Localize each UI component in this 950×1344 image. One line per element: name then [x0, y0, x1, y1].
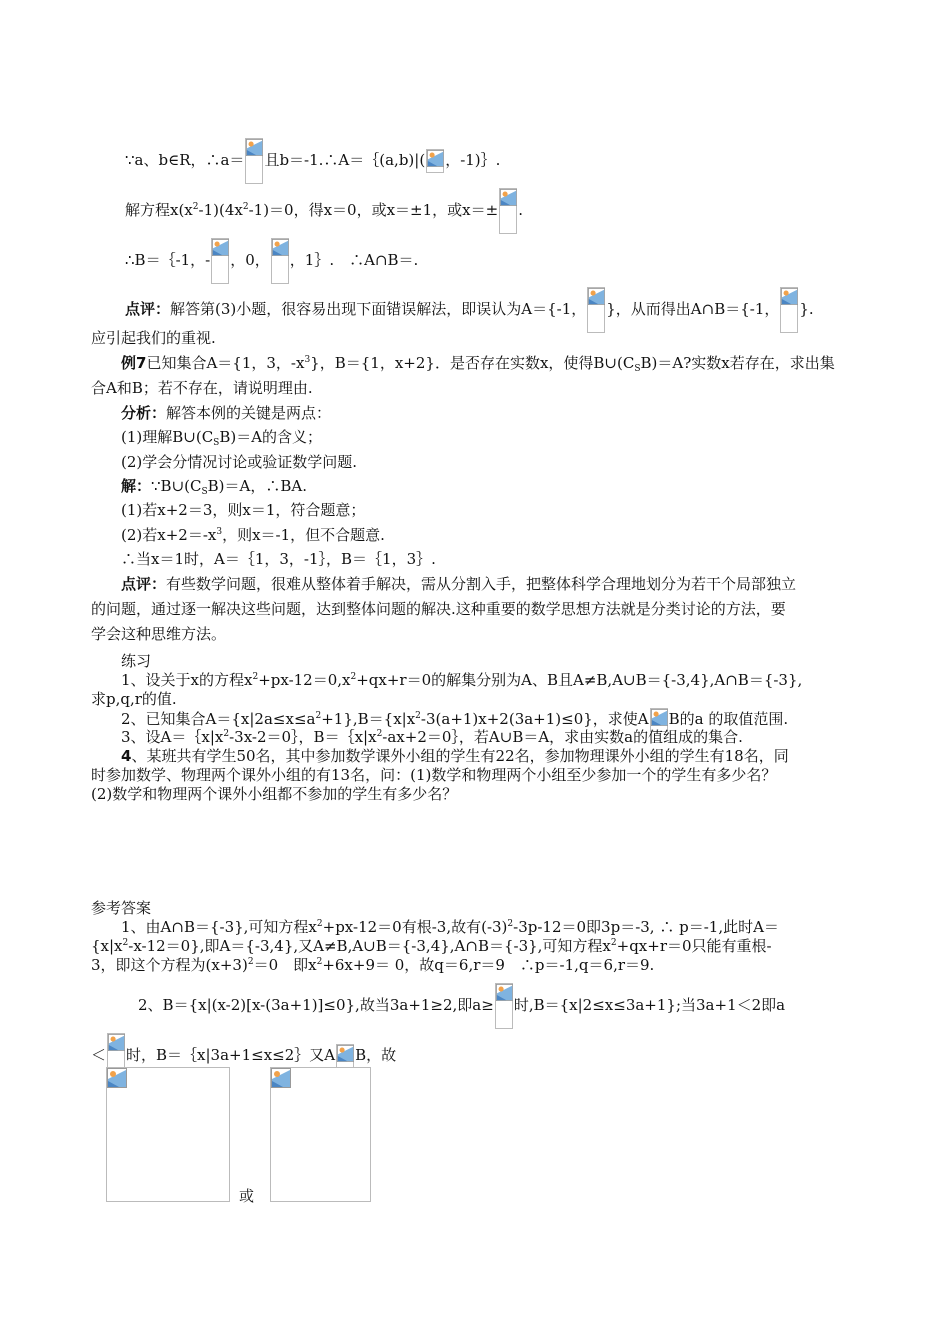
superscript: 2 — [316, 919, 323, 929]
text: B的a 的取值范围. — [668, 710, 789, 728]
or-label: 或 — [239, 1187, 255, 1205]
text: ∵a、b∈R，∴a＝ — [125, 151, 245, 169]
line-5: 应引起我们的重视. — [91, 329, 216, 347]
superscript: 2 — [415, 711, 421, 721]
image-placeholder-icon — [212, 239, 229, 256]
text: +qx+r＝0的解集分别为A、B且A≠B,A∪B＝{-3,4},A∩B＝{-3}, — [356, 671, 803, 689]
line-26: 参考答案 — [91, 899, 152, 917]
image-placeholder-icon — [272, 239, 289, 256]
superscript: 2 — [316, 957, 323, 967]
text: -1)＝0，得x＝0，或x＝±1，或x＝± — [248, 201, 499, 219]
text: . — [518, 201, 523, 219]
image-placeholder-icon — [496, 984, 513, 1001]
text: ∵B∪(C — [151, 477, 202, 495]
line-14: ∴当x＝1时，A＝｛1，3，-1｝，B＝｛1，3｝. — [121, 550, 436, 568]
text: +px-12＝0有根-3,故有(-3) — [322, 918, 508, 936]
text: ，则x＝-1，但不合题意. — [222, 526, 385, 544]
superscript: 2 — [192, 202, 199, 212]
text: }，B＝{1，x+2}．是否存在实数x，使得B∪(C — [310, 354, 635, 372]
image-placeholder-icon — [107, 1068, 127, 1088]
line-6 — [121, 353, 835, 373]
superscript: 2 — [122, 938, 129, 948]
line-25: (2)数学和物理两个课外小组都不参加的学生有多少名？ — [91, 785, 458, 803]
formula-image — [336, 1044, 354, 1068]
text: B)＝A，∴BA. — [207, 477, 307, 495]
text: 3，即这个方程为(x+3) — [91, 956, 248, 974]
text: (2)若x+2＝-x — [121, 526, 217, 544]
formula-image — [495, 983, 513, 1029]
superscript: 2 — [376, 729, 383, 739]
line-9 — [121, 427, 322, 447]
subscript: S — [634, 364, 641, 374]
text: 解答第(3)小题，很容易出现下面错误解法，即误认为A＝{-1， — [170, 300, 587, 318]
line-29 — [91, 955, 654, 975]
superscript: 2 — [315, 711, 322, 721]
text: 且b＝-1.∴A＝｛(a,b)|( — [264, 151, 426, 169]
text: ，-1)｝. — [445, 151, 501, 169]
text: 、某班共有学生50名，其中参加数学课外小组的学生有22名，参加物理课外小组的学生有18名，同 — [131, 747, 789, 765]
line-30 — [138, 983, 785, 1029]
line-13 — [121, 525, 385, 545]
formula-image — [211, 238, 229, 284]
label: 分析： — [121, 404, 167, 422]
formula-image — [245, 138, 263, 184]
subscript: S — [201, 487, 208, 497]
line-3 — [125, 238, 418, 284]
text: 解答本例的关键是两点： — [166, 404, 332, 422]
text: 2、B＝{x|(x-2)[x-(3a+1)]≤0},故当3a+1≥2,即a≥ — [138, 996, 494, 1014]
superscript: 2 — [350, 672, 357, 682]
formula-image — [587, 287, 605, 333]
line-18: 练习 — [121, 652, 152, 670]
text: +px-12＝0,x — [258, 671, 351, 689]
superscript: 2 — [252, 672, 259, 682]
text: 2、已知集合A＝{x|2a≤x≤a — [121, 710, 316, 728]
image-placeholder-icon — [108, 1034, 125, 1051]
superscript: 2 — [223, 729, 230, 739]
text: (1)理解B∪(C — [121, 428, 214, 446]
superscript: 2 — [242, 202, 249, 212]
line-12: (1)若x+2＝3，则x＝1，符合题意； — [121, 501, 366, 519]
text: 时，B＝｛x|3a+1≤x≤2｝又A — [126, 1046, 336, 1064]
label: 点评： — [121, 575, 167, 593]
text: 1、设关于x的方程x — [121, 671, 253, 689]
text: {x|x — [91, 937, 123, 955]
text: B)＝A?实数x若存在，求出集 — [640, 354, 835, 372]
line-17: 学会这种思维方法。 — [91, 625, 227, 643]
text: +1},B＝{x|x — [321, 710, 416, 728]
text: -ax+2＝0｝，若A∪B＝A，求由实数a的值组成的集合. — [382, 728, 743, 746]
text: 1、由A∩B＝{-3},可知方程x — [121, 918, 317, 936]
line-22 — [121, 727, 743, 747]
text: }，从而得出A∩B＝{-1， — [606, 300, 780, 318]
formula-image — [426, 149, 444, 173]
image-placeholder-icon — [246, 139, 263, 156]
text: }. — [799, 300, 814, 318]
superscript: 2 — [247, 957, 254, 967]
line-28 — [91, 936, 772, 956]
image-placeholder-icon — [651, 709, 668, 726]
line-11 — [121, 476, 307, 496]
text: 解方程x(x — [125, 201, 193, 219]
label: 解： — [121, 477, 152, 495]
text: ，1｝. ∴A∩B＝. — [289, 251, 419, 269]
label: 点评： — [125, 300, 171, 318]
superscript: 2 — [610, 938, 617, 948]
line-20: 求p,q,r的值. — [91, 690, 177, 708]
answer-image-2 — [270, 1067, 371, 1202]
image-placeholder-icon — [427, 150, 444, 167]
label: 例7 — [121, 354, 147, 372]
subscript: S — [213, 438, 220, 448]
image-placeholder-icon — [500, 189, 517, 206]
text: ＜ — [91, 1046, 107, 1064]
text: B，故 — [355, 1046, 397, 1064]
line-1 — [125, 138, 500, 184]
text: -3(a+1)x+2(3a+1)≤0}，求使A — [420, 710, 649, 728]
superscript: 3 — [304, 355, 311, 365]
line-15 — [121, 574, 796, 594]
line-4 — [125, 287, 814, 333]
superscript: 2 — [507, 919, 514, 929]
text: ∴B＝｛-1，- — [125, 251, 211, 269]
text: ，0， — [230, 251, 270, 269]
line-27 — [121, 917, 779, 937]
text: 已知集合A＝{1，3，-x — [146, 354, 305, 372]
text: 有些数学问题，很难从整体着手解决，需从分割入手，把整体科学合理地划分为若干个局部独立 — [166, 575, 797, 593]
line-7: 合A和B；若不存在，请说明理由. — [91, 379, 313, 397]
line-24: 时参加数学、物理两个课外小组的有13名，问：(1)数学和物理两个小组至少参加一个的学生有多少名？ — [91, 766, 777, 784]
image-placeholder-icon — [337, 1045, 354, 1062]
text: 3、设A＝｛x|x — [121, 728, 224, 746]
label: 4 — [121, 747, 132, 765]
text: +6x+9＝ 0，故q＝6,r＝9 ∴p＝-1,q＝6,r＝9. — [322, 956, 655, 974]
text: 时,B＝{x|2≤x≤3a+1};当3a+1＜2即a — [513, 996, 786, 1014]
text: -1)(4x — [198, 201, 243, 219]
formula-image — [780, 287, 798, 333]
image-placeholder-icon — [271, 1068, 291, 1088]
line-23 — [121, 746, 789, 766]
formula-image — [499, 188, 517, 234]
text: +qx+r＝0只能有重根- — [616, 937, 772, 955]
text: -3p-12＝0即3p＝-3, ∴ p＝-1,此时A＝ — [513, 918, 779, 936]
formula-image — [271, 238, 289, 284]
line-8 — [121, 403, 331, 423]
text: -x-12＝0},即A＝{-3,4},又A≠B,A∪B＝{-3,4},A∩B＝{-3},可知方程x — [128, 937, 611, 955]
text: -3x-2＝0｝，B＝｛x|x — [229, 728, 377, 746]
line-19 — [121, 670, 802, 690]
image-placeholder-icon — [588, 288, 605, 305]
line-2 — [125, 188, 523, 234]
answer-image-1 — [106, 1067, 230, 1202]
text: B)＝A的含义； — [219, 428, 323, 446]
text: ＝0 即x — [253, 956, 317, 974]
image-placeholder-icon — [781, 288, 798, 305]
line-16: 的问题，通过逐一解决这些问题，达到整体问题的解决.这种重要的数学思想方法就是分类讨论的方法，要 — [91, 600, 786, 618]
line-10: (2)学会分情况讨论或验证数学问题. — [121, 453, 358, 471]
superscript: 3 — [216, 527, 223, 537]
